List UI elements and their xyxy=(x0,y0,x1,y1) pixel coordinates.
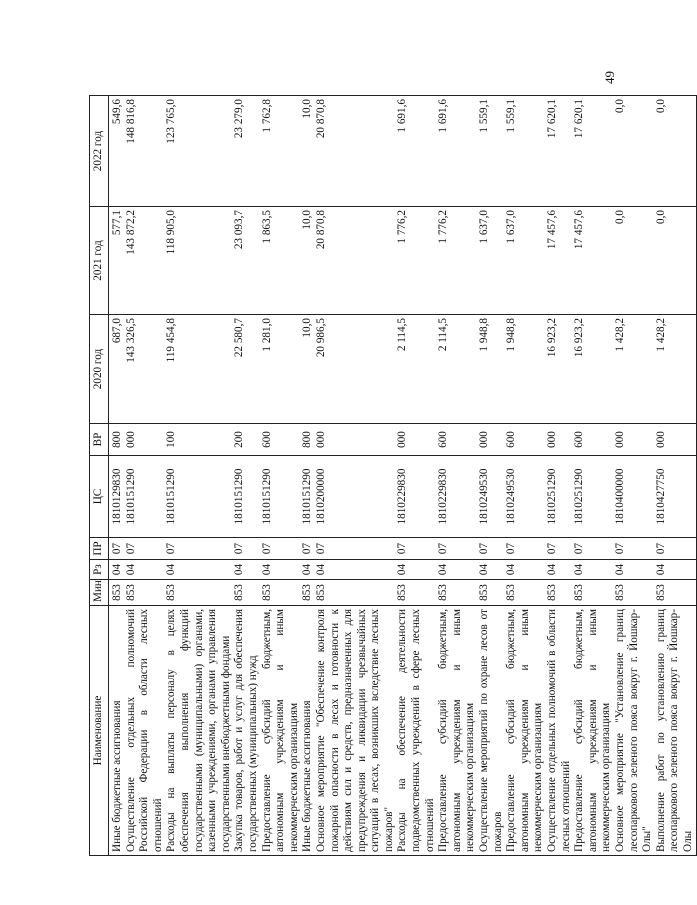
cell-2020: 22 580,7 xyxy=(233,315,260,424)
header-cs: ЦС xyxy=(90,456,109,538)
cell-min: 853 xyxy=(614,580,655,606)
cell-min: 853 xyxy=(655,580,696,606)
cell-2020: 10,0 xyxy=(301,315,315,424)
cell-cs: 1810251290 xyxy=(573,456,614,538)
cell-min: 853 xyxy=(396,580,437,606)
cell-min: 853 xyxy=(546,580,573,606)
cell-vr: 000 xyxy=(125,424,166,456)
cell-vr: 800 xyxy=(109,424,125,456)
cell-vr: 800 xyxy=(301,424,315,456)
cell-min: 853 xyxy=(315,580,397,606)
cell-vr: 200 xyxy=(233,424,260,456)
cell-name: Основное мероприятие "Обеспечение контроля пожарной опасности в лесах и готовности к действиям сил и средств, предназначенных для предупреждения и ликвидации чрезвычайных ситуаций в лесах, возникших вследствие лесных пожаров" xyxy=(315,606,397,856)
cell-name: Предоставление субсидий бюджетным, автономным учреждениям и иным некоммерческим организациям xyxy=(261,606,302,856)
cell-name: Иные бюджетные ассигнования xyxy=(301,606,315,856)
cell-2021: 17 457,6 xyxy=(546,207,573,315)
cell-name: Предоставление субсидий бюджетным, автономным учреждениям и иным некоммерческим организациям xyxy=(573,606,614,856)
cell-2020: 687,0 xyxy=(109,315,125,424)
cell-cs: 1810151290 xyxy=(261,456,302,538)
cell-2020: 2 114,5 xyxy=(396,315,437,424)
budget-table xyxy=(89,95,697,856)
cell-name: Осуществление мероприятий по охране лесов от пожаров xyxy=(478,606,505,856)
cell-rz: 04 xyxy=(301,560,315,580)
cell-2022: 1 762,8 xyxy=(261,96,302,207)
cell-rz: 04 xyxy=(165,560,233,580)
cell-2021: 1 637,0 xyxy=(478,207,505,315)
table-row xyxy=(655,96,696,856)
cell-rz: 04 xyxy=(315,560,397,580)
cell-min: 853 xyxy=(478,580,505,606)
cell-2020: 2 114,5 xyxy=(437,315,478,424)
cell-cs: 1810129830 xyxy=(109,456,125,538)
header-2022: 2022 год xyxy=(90,96,109,207)
cell-rz: 04 xyxy=(261,560,302,580)
table-row xyxy=(478,96,505,856)
cell-name: Основное мероприятие "Установление границ лесопаркового зеленого пояса вокруг г. Йошкар-Олы" xyxy=(614,606,655,856)
cell-rz: 04 xyxy=(109,560,125,580)
cell-rz: 04 xyxy=(505,560,546,580)
cell-2022: 1 691,6 xyxy=(437,96,478,207)
cell-pr: 07 xyxy=(505,538,546,560)
cell-2021: 1 637,0 xyxy=(505,207,546,315)
cell-cs: 1810229830 xyxy=(396,456,437,538)
cell-min: 853 xyxy=(125,580,166,606)
cell-cs: 1810400000 xyxy=(614,456,655,538)
cell-rz: 04 xyxy=(655,560,696,580)
cell-2020: 16 923,2 xyxy=(573,315,614,424)
cell-vr: 000 xyxy=(478,424,505,456)
header-2020: 2020 год xyxy=(90,315,109,424)
cell-cs: 1810151290 xyxy=(125,456,166,538)
cell-name: Предоставление субсидий бюджетным, автономным учреждениям и иным некоммерческим организациям xyxy=(505,606,546,856)
cell-rz: 04 xyxy=(546,560,573,580)
table-row xyxy=(109,96,125,856)
cell-min: 853 xyxy=(301,580,315,606)
cell-min: 853 xyxy=(437,580,478,606)
cell-2021: 577,1 xyxy=(109,207,125,315)
cell-name: Осуществление отдельных полномочий в области лесных отношений xyxy=(546,606,573,856)
cell-min: 853 xyxy=(505,580,546,606)
cell-name: Закупка товаров, работ и услуг для обеспечения государственных (муниципальных) нужд xyxy=(233,606,260,856)
cell-vr: 000 xyxy=(614,424,655,456)
cell-2021: 23 093,7 xyxy=(233,207,260,315)
page-number: 49 xyxy=(602,71,617,84)
table-row xyxy=(614,96,655,856)
cell-2022: 10,0 xyxy=(301,96,315,207)
table-row xyxy=(546,96,573,856)
cell-name: Расходы на обеспечение деятельности подведомственных учреждений в сфере лесных отношений xyxy=(396,606,437,856)
cell-rz: 04 xyxy=(437,560,478,580)
cell-vr: 600 xyxy=(573,424,614,456)
cell-cs: 1810200000 xyxy=(315,456,397,538)
cell-2022: 17 620,1 xyxy=(546,96,573,207)
cell-rz: 04 xyxy=(233,560,260,580)
cell-2021: 1 776,2 xyxy=(437,207,478,315)
cell-2021: 1 776,2 xyxy=(396,207,437,315)
cell-min: 853 xyxy=(109,580,125,606)
cell-rz: 04 xyxy=(614,560,655,580)
header-rz: Рз xyxy=(90,560,109,580)
header-min: Мин xyxy=(90,580,109,606)
header-vr: ВР xyxy=(90,424,109,456)
cell-2022: 20 870,8 xyxy=(315,96,397,207)
cell-min: 853 xyxy=(233,580,260,606)
cell-min: 853 xyxy=(573,580,614,606)
table-row xyxy=(301,96,315,856)
cell-min: 853 xyxy=(165,580,233,606)
table-row xyxy=(437,96,478,856)
cell-pr: 07 xyxy=(125,538,166,560)
cell-name: Расходы на выплаты персоналу в целях обеспечения выполнения функций государственными (муниципальными) органами, казенными учреждениями, органами управления государственными внебюджетными фондами xyxy=(165,606,233,856)
cell-2021: 1 863,5 xyxy=(261,207,302,315)
cell-2022: 1 559,1 xyxy=(478,96,505,207)
cell-2022: 0,0 xyxy=(614,96,655,207)
cell-2022: 1 691,6 xyxy=(396,96,437,207)
cell-cs: 1810249530 xyxy=(505,456,546,538)
cell-2020: 143 326,5 xyxy=(125,315,166,424)
cell-rz: 04 xyxy=(573,560,614,580)
cell-2021: 20 870,8 xyxy=(315,207,397,315)
table-row xyxy=(261,96,302,856)
cell-2021: 0,0 xyxy=(655,207,696,315)
cell-name: Выполнение работ по установлению границ лесопаркового зеленого пояса вокруг г. Йошкар-Олы xyxy=(655,606,696,856)
cell-2020: 20 986,5 xyxy=(315,315,397,424)
header-row xyxy=(90,96,109,856)
header-pr: ПР xyxy=(90,538,109,560)
cell-2022: 1 559,1 xyxy=(505,96,546,207)
header-2021: 2021 год xyxy=(90,207,109,315)
cell-pr: 07 xyxy=(478,538,505,560)
cell-2022: 123 765,0 xyxy=(165,96,233,207)
cell-pr: 07 xyxy=(301,538,315,560)
cell-pr: 07 xyxy=(315,538,397,560)
cell-pr: 07 xyxy=(233,538,260,560)
cell-vr: 600 xyxy=(505,424,546,456)
cell-2020: 1 948,8 xyxy=(505,315,546,424)
cell-min: 853 xyxy=(261,580,302,606)
cell-2020: 1 948,8 xyxy=(478,315,505,424)
cell-cs: 1810251290 xyxy=(546,456,573,538)
cell-pr: 07 xyxy=(655,538,696,560)
table-row xyxy=(125,96,166,856)
table-row xyxy=(396,96,437,856)
cell-vr: 100 xyxy=(165,424,233,456)
table-row xyxy=(315,96,397,856)
cell-vr: 600 xyxy=(261,424,302,456)
cell-2022: 23 279,0 xyxy=(233,96,260,207)
budget-table-container xyxy=(89,96,694,856)
cell-cs: 1810427750 xyxy=(655,456,696,538)
cell-pr: 07 xyxy=(109,538,125,560)
cell-2020: 119 454,8 xyxy=(165,315,233,424)
cell-cs: 1810151290 xyxy=(301,456,315,538)
cell-cs: 1810229830 xyxy=(437,456,478,538)
cell-pr: 07 xyxy=(573,538,614,560)
cell-2021: 17 457,6 xyxy=(573,207,614,315)
cell-name: Иные бюджетные ассигнования xyxy=(109,606,125,856)
cell-cs: 1810249530 xyxy=(478,456,505,538)
cell-2020: 1 428,2 xyxy=(655,315,696,424)
cell-pr: 07 xyxy=(261,538,302,560)
cell-2020: 16 923,2 xyxy=(546,315,573,424)
table-row xyxy=(505,96,546,856)
cell-name: Предоставление субсидий бюджетным, автономным учреждениям и иным некоммерческим организациям xyxy=(437,606,478,856)
cell-vr: 000 xyxy=(655,424,696,456)
cell-name: Осуществление отдельных полномочий Российской Федерации в области лесных отношений xyxy=(125,606,166,856)
cell-2022: 17 620,1 xyxy=(573,96,614,207)
cell-pr: 07 xyxy=(437,538,478,560)
cell-2021: 118 905,0 xyxy=(165,207,233,315)
cell-vr: 000 xyxy=(315,424,397,456)
header-name: Наименование xyxy=(90,606,109,856)
cell-2022: 549,6 xyxy=(109,96,125,207)
cell-2022: 148 816,8 xyxy=(125,96,166,207)
cell-vr: 600 xyxy=(437,424,478,456)
cell-rz: 04 xyxy=(396,560,437,580)
cell-2021: 0,0 xyxy=(614,207,655,315)
cell-pr: 07 xyxy=(614,538,655,560)
cell-cs: 1810151290 xyxy=(165,456,233,538)
cell-vr: 000 xyxy=(546,424,573,456)
cell-rz: 04 xyxy=(125,560,166,580)
cell-2021: 10,0 xyxy=(301,207,315,315)
cell-2020: 1 428,2 xyxy=(614,315,655,424)
cell-pr: 07 xyxy=(396,538,437,560)
cell-vr: 000 xyxy=(396,424,437,456)
cell-2021: 143 872,2 xyxy=(125,207,166,315)
table-row xyxy=(233,96,260,856)
table-row xyxy=(573,96,614,856)
cell-cs: 1810151290 xyxy=(233,456,260,538)
cell-2020: 1 281,0 xyxy=(261,315,302,424)
table-row xyxy=(165,96,233,856)
cell-pr: 07 xyxy=(546,538,573,560)
cell-pr: 07 xyxy=(165,538,233,560)
cell-2022: 0,0 xyxy=(655,96,696,207)
cell-rz: 04 xyxy=(478,560,505,580)
